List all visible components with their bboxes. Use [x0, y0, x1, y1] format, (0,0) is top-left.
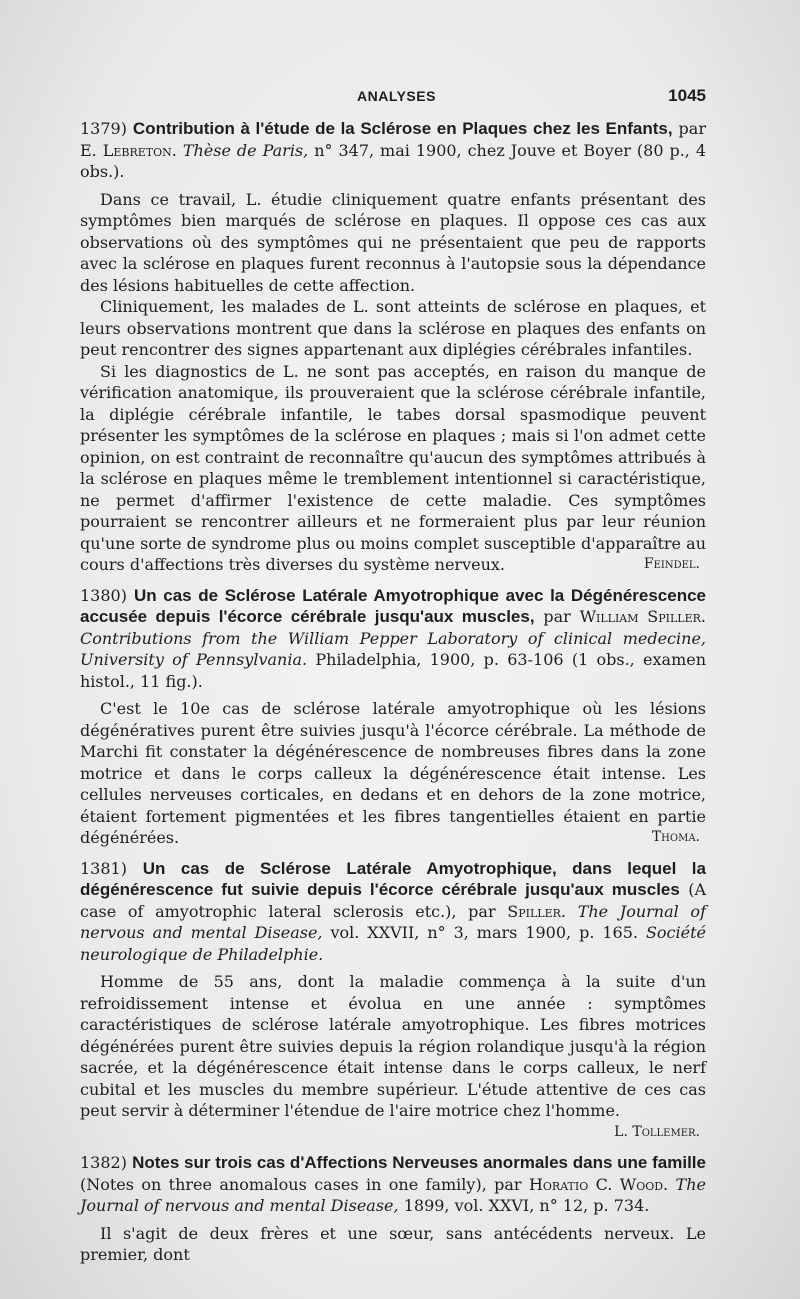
reference-details: n° 347, mai 1900, chez Jouve et Boyer (80 p., 4 obs.). [80, 140, 707, 181]
entry-1380 [80, 585, 706, 849]
society-name: Société neurologique de Philadelphie. [80, 923, 706, 964]
author-name: Spiller. [507, 901, 567, 921]
entry-1379 [80, 118, 706, 576]
entry-number: 1382) [80, 1153, 127, 1172]
reference-prefix: par E. [80, 119, 706, 160]
entry-heading [80, 858, 706, 966]
abstract-paragraph: Cliniquement, les malades de L. sont atteints de sclérose en plaques, et leurs observations montrent que dans la sclérose en plaques des enfants on peut rencontrer des signes appartenant aux diplégies cérébrales infantiles. [80, 297, 706, 359]
abstract-paragraph: Dans ce travail, L. étudie cliniquement quatre enfants présentant des symptômes bien marqués de sclérose en plaques. Il oppose ces cas aux observations où des symptômes qui ne présentaient que peu de rapports avec la sclérose en plaques furent reconnus à l'autopsie sous la dépendance des lésions habituelles de cette affection. [80, 189, 706, 295]
abstract-paragraph: Il s'agit de deux frères et une sœur, sans antécédents nerveux. Le premier, dont [80, 1223, 706, 1264]
abstract-text: C'est le 10e cas de sclérose latérale amyotrophique où les lésions dégénératives purent être suivies jusqu'à l'écorce cérébrale. La méthode de Marchi fit constater la dégénérescence de nombreuses fibres dans la zone motrice et dans le corps calleux la dégénérescence était intense. Les cellules nerveuses corticales, en dedans et en dehors de la zone motrice, étaient fortement pigmentées et les fibres tangentielles étaient en partie dégénérées. [80, 699, 706, 847]
abstract-text: Si les diagnostics de L. ne sont pas acceptés, en raison du manque de vérification anatomique, ils prouveraient que la sclérose cérébrale infantile, la diplégie cérébrale infantile, le tabes dorsal spasmodique peuvent présenter les symptômes de la sclérose en plaques ; mais si l'on admet cette opinion, on est contraint de reconnaître qu'aucun des symptômes attribués à la sclérose en plaques même le tremblement intentionnel si caractéristique, ne permet d'affirmer l'existence de cette maladie. Ces symptômes pourraient se rencontrer ailleurs et ne formeraient plus par leur réunion qu'une sorte de syndrome plus ou moins complet susceptible d'apparaître au cours d'affections très diverses du système nerveux. [80, 361, 706, 574]
abstract-paragraph [80, 361, 706, 576]
author-name: Horatio C. Wood. [528, 1174, 669, 1194]
running-title: ANALYSES [357, 88, 436, 104]
reviewer-signature: L. Tollemer. [614, 1123, 700, 1140]
reference-prefix: (Notes on three anomalous cases in one family), par [80, 1174, 522, 1194]
entry-1381 [80, 858, 706, 1144]
entry-number: 1379) [80, 119, 127, 138]
entry-number: 1381) [80, 858, 127, 878]
page-body [80, 118, 706, 1275]
page-number: 1045 [668, 86, 706, 105]
reference-prefix: (A case of amyotrophic lateral sclerosis etc.), par [80, 880, 706, 921]
reference-details: Philadelphia, 1900, p. 63-106 (1 obs., examen histol., 11 fig.). [80, 650, 707, 691]
reference-details: 1899, vol. XXVI, n° 12, p. 734. [403, 1196, 650, 1215]
entry-title: Un cas de Sclérose Latérale Amyotrophique avec la Dégénérescence accusée depuis l'écorce cérébrale jusqu'aux muscles, [80, 585, 707, 626]
source-title: The Journal of nervous and mental Disease, [80, 1174, 706, 1215]
author-name: Lebreton. [102, 140, 177, 160]
entry-1382 [80, 1152, 706, 1266]
abstract-text: Homme de 55 ans, dont la maladie commença à la suite d'un refroidissement intense et évolua en une année : symptômes caractéristiques de sclérose latérale amyotrophique. Les fibres motrices dégénérées purent être suivies depuis la région rolandique jusqu'à la région sacrée, et la dégénérescence était intense dans le corps calleux, le nerf cubital et les muscles du membre supérieur. L'étude attentive de ces cas peut servir à déterminer l'étendue de l'aire motrice chez l'homme. [80, 972, 706, 1120]
source-title: Contributions from the William Pepper Laboratory of clinical medecine, University of Pennsylvania. [80, 628, 706, 669]
reference-prefix: par [543, 607, 571, 626]
source-title: Thèse de Paris, [182, 140, 309, 160]
reviewer-signature: Feindel. [643, 556, 700, 572]
entry-number: 1380) [80, 585, 127, 605]
entry-title: Notes sur trois cas d'Affections Nerveuses anormales dans une famille [132, 1153, 706, 1172]
abstract-paragraph [80, 971, 706, 1140]
entry-heading [80, 1152, 706, 1217]
reviewer-signature: Thoma. [651, 829, 700, 845]
entry-title: Contribution à l'étude de la Sclérose en Plaques chez les Enfants, [132, 119, 673, 138]
reference-details: vol. XXVII, n° 3, mars 1900, p. 165. [330, 923, 638, 942]
page-header [80, 88, 706, 112]
author-name: William Spiller. [579, 607, 706, 626]
entry-heading [80, 118, 706, 183]
source-title: The Journal of nervous and mental Disease, [80, 901, 706, 942]
abstract-paragraph [80, 698, 706, 849]
entry-heading [80, 585, 706, 693]
entry-title: Un cas de Sclérose Latérale Amyotrophique, dans lequel la dégénérescence fut suivie depuis l'écorce cérébrale jusqu'aux muscles [80, 858, 706, 899]
